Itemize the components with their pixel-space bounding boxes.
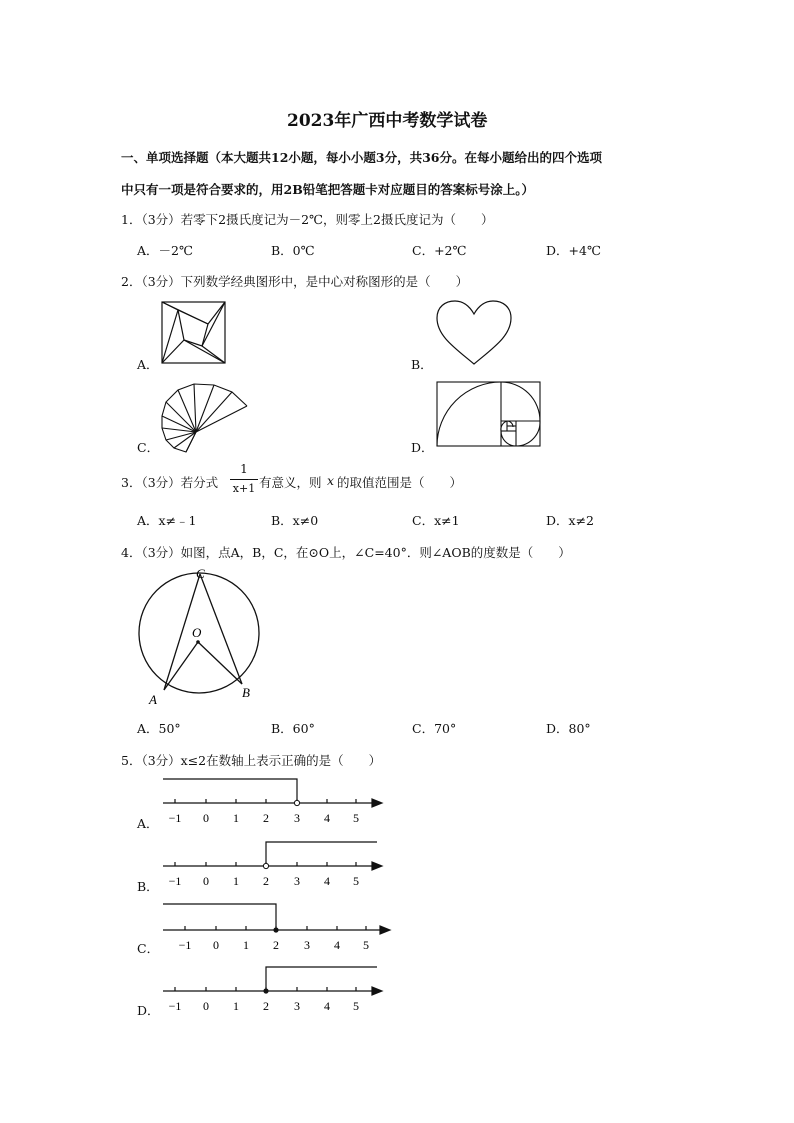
tick-label: 3: [294, 999, 300, 1013]
q2-figure-c-fan-spiral: [160, 382, 252, 454]
q5-numberline-d: [160, 963, 385, 1013]
q4-option-b: B．60°: [271, 721, 315, 736]
q2-figure-d-golden-spiral: [436, 381, 542, 448]
tick-label: 5: [353, 874, 359, 888]
q1-option-b: B．0℃: [271, 243, 315, 258]
q4-option-a: A．50°: [137, 721, 181, 736]
q4-option-d: D．80°: [546, 721, 591, 736]
tick-label: 2: [263, 999, 269, 1013]
question-1-text: 1．（3分）若零下2摄氏度记为－2℃，则零上2摄氏度记为（ ）: [121, 212, 494, 227]
question-3-var: x: [327, 473, 335, 488]
tick-label: 5: [353, 811, 359, 825]
tick-label: 1: [243, 938, 249, 952]
tick-label: 0: [213, 938, 219, 952]
q2-label-d: D．: [411, 440, 434, 455]
tick-label: 5: [363, 938, 369, 952]
q2-figure-b-heart: [435, 300, 513, 366]
q5-label-c: C．: [137, 941, 160, 956]
tick-label: 3: [294, 874, 300, 888]
tick-label: 3: [304, 938, 310, 952]
q3-option-c: C．x≠1: [412, 513, 460, 528]
tick-label: 4: [324, 999, 330, 1013]
q3-option-b: B．x≠0: [271, 513, 319, 528]
tick-label: −1: [178, 938, 192, 952]
tick-label: 0: [203, 811, 209, 825]
question-2-text: 2．（3分）下列数学经典图形中，是中心对称图形的是（ ）: [121, 274, 469, 289]
tick-label: 4: [324, 874, 330, 888]
tick-label: 5: [353, 999, 359, 1013]
question-5-text: 5．（3分）x≤2在数轴上表示正确的是（ ）: [121, 753, 382, 768]
tick-label: 1: [233, 874, 239, 888]
q3-fraction-denominator: x+1: [232, 482, 256, 495]
tick-label: −1: [168, 874, 182, 888]
q3-option-d: D．x≠2: [546, 513, 594, 528]
question-3-suffix-b: 的取值范围是（ ）: [337, 475, 463, 490]
tick-label: −1: [168, 811, 182, 825]
question-3-suffix-a: 有意义，则: [259, 475, 322, 490]
tick-label: 2: [273, 938, 279, 952]
section-header-line2: 中只有一项是符合要求的，用2B铅笔把答题卡对应题目的答案标号涂上。）: [121, 182, 535, 197]
q1-option-d: D．+4℃: [546, 243, 601, 258]
tick-label: −1: [168, 999, 182, 1013]
q5-label-b: B．: [137, 879, 159, 894]
page-title: 2023年广西中考数学试卷: [287, 111, 488, 131]
q5-numberline-a: [160, 775, 385, 825]
q2-label-b: B．: [411, 357, 433, 372]
q5-numberline-c: [160, 901, 395, 951]
q5-numberline-b: [160, 838, 385, 888]
q1-option-a: A．－2℃: [137, 243, 193, 258]
section-header-line1: 一、单项选择题（本大题共12小题，每小小题3分，共36分。在每小题给出的四个选项: [121, 150, 602, 165]
q5-label-d: D．: [137, 1003, 160, 1018]
tick-label: 1: [233, 811, 239, 825]
q4-option-c: C．70°: [412, 721, 457, 736]
q4-circle-figure: [134, 565, 274, 710]
q5-label-a: A．: [137, 816, 159, 831]
question-4-text: 4．（3分）如图，点A，B，C，在⊙O上，∠C=40°．则∠AOB的度数是（ ）: [121, 545, 571, 560]
q3-fraction-numerator: 1: [240, 462, 248, 476]
q1-option-c: C．+2℃: [412, 243, 467, 258]
tick-label: 2: [263, 811, 269, 825]
tick-label: 3: [294, 811, 300, 825]
q2-label-a: A．: [137, 357, 159, 372]
tick-label: 0: [203, 874, 209, 888]
q3-fraction-bar: [230, 479, 258, 480]
tick-label: 1: [233, 999, 239, 1013]
tick-label: 2: [263, 874, 269, 888]
tick-label: 4: [334, 938, 340, 952]
q4-label-o: O: [192, 625, 202, 640]
tick-label: 4: [324, 811, 330, 825]
q4-label-b: B: [242, 685, 250, 700]
q3-option-a: A．x≠﹣1: [137, 513, 197, 528]
q2-figure-a-pinwheel: [160, 300, 228, 366]
question-3-prefix: 3．（3分）若分式: [121, 475, 219, 490]
q2-label-c: C．: [137, 440, 160, 455]
q4-label-a: A: [149, 692, 157, 707]
q4-label-c: C: [196, 566, 205, 581]
tick-label: 0: [203, 999, 209, 1013]
